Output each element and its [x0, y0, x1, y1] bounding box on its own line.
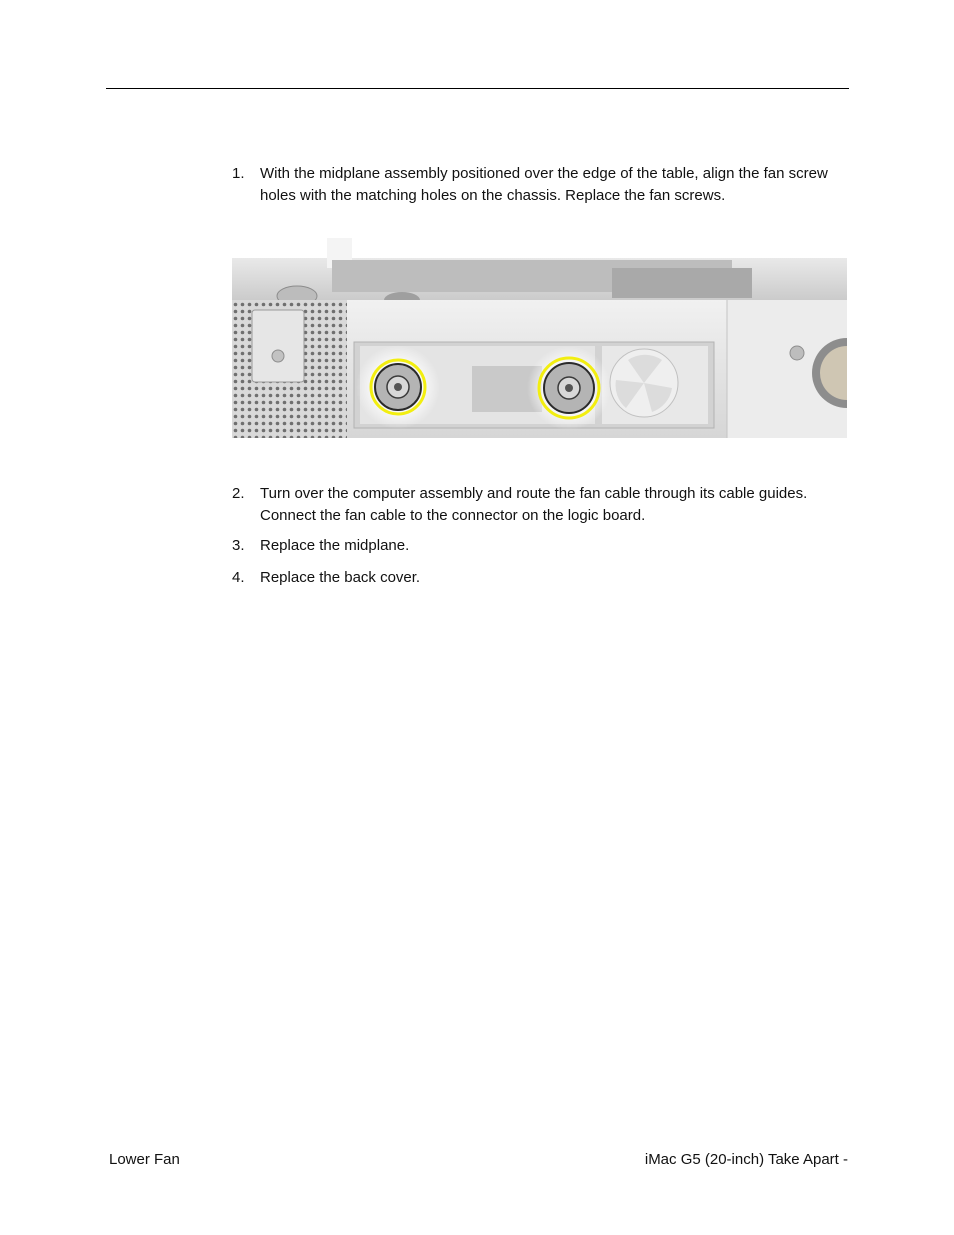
midplane-fan-photo: [232, 238, 847, 438]
step-1: [232, 163, 852, 207]
step-number: 2.: [232, 485, 245, 502]
step-text: Replace the midplane.: [260, 537, 410, 554]
footer-section-title: Lower Fan: [109, 1151, 180, 1168]
step-text: Turn over the computer assembly and route the fan cable through its cable guides. Connect the fan cable to the connector on the logic board.: [260, 485, 808, 524]
step-number: 1.: [232, 165, 245, 182]
step-number: 3.: [232, 537, 245, 554]
step-2: [232, 483, 852, 527]
step-4: [232, 567, 852, 589]
step-3: [232, 535, 852, 557]
footer-document-title: iMac G5 (20-inch) Take Apart -: [644, 1151, 848, 1168]
header-rule: [106, 88, 849, 89]
step-text: Replace the back cover.: [260, 569, 421, 586]
step-text: With the midplane assembly positioned over the edge of the table, align the fan screw holes with the matching holes on the chassis. Replace the fan screws.: [260, 165, 828, 204]
step-number: 4.: [232, 569, 245, 586]
